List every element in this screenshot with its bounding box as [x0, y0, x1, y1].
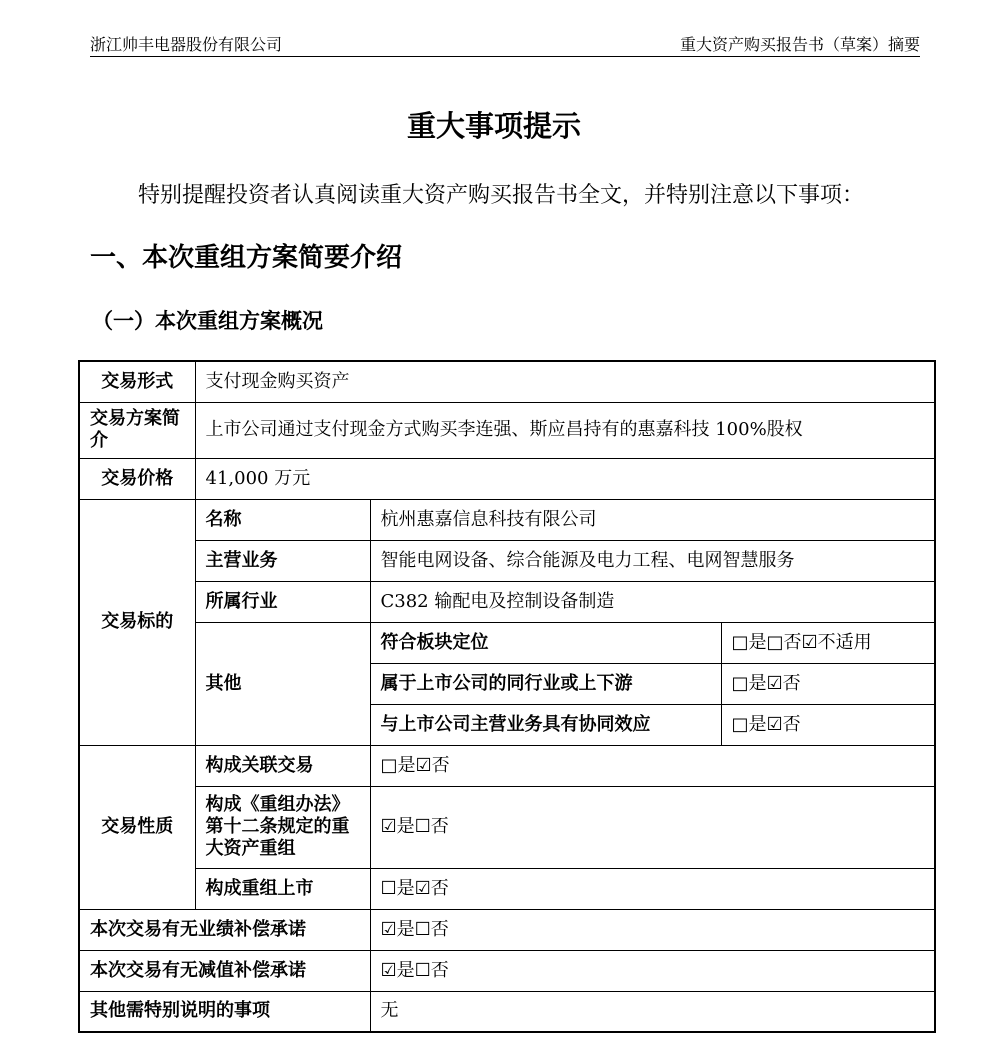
- cell-label: 交易标的: [79, 499, 195, 745]
- cell-value: □是□否☑不适用: [721, 622, 935, 663]
- cell-value: □是☑否: [721, 663, 935, 704]
- cell-value: ☐是☑否: [370, 868, 935, 909]
- cell-value: 无: [370, 991, 935, 1032]
- cell-label: 构成《重组办法》第十二条规定的重大资产重组: [195, 786, 370, 868]
- section-heading-1-1: （一）本次重组方案概况: [92, 309, 323, 333]
- header-company: 浙江帅丰电器股份有限公司: [90, 35, 283, 54]
- table-row: [79, 868, 935, 909]
- cell-value: ☑是☐否: [370, 786, 935, 868]
- intro-paragraph: 特别提醒投资者认真阅读重大资产购买报告书全文，并特别注意以下事项：: [138, 183, 865, 208]
- section-heading-1: 一、本次重组方案简要介绍: [90, 243, 403, 273]
- cell-label: 符合板块定位: [370, 622, 721, 663]
- table-row: [79, 499, 935, 540]
- cell-label: 本次交易有无业绩补偿承诺: [79, 909, 370, 950]
- cell-label: 交易形式: [79, 361, 195, 402]
- header-doc-title: 重大资产购买报告书（草案）摘要: [679, 35, 920, 54]
- cell-value: C382 输配电及控制设备制造: [370, 581, 935, 622]
- cell-value: 智能电网设备、综合能源及电力工程、电网智慧服务: [370, 540, 935, 581]
- page-title: 重大事项提示: [406, 109, 581, 143]
- table-row: [79, 361, 935, 402]
- cell-label: 交易方案简介: [79, 402, 195, 458]
- table-row: [79, 950, 935, 991]
- cell-label: 主营业务: [195, 540, 370, 581]
- cell-label: 交易价格: [79, 458, 195, 499]
- cell-value: □是☑否: [721, 704, 935, 745]
- cell-label: 其他: [195, 622, 370, 745]
- cell-value: 41,000 万元: [195, 458, 935, 499]
- cell-value: 支付现金购买资产: [195, 361, 935, 402]
- cell-label: 所属行业: [195, 581, 370, 622]
- cell-value: ☑是☐否: [370, 909, 935, 950]
- cell-label: 名称: [195, 499, 370, 540]
- table-row: [79, 458, 935, 499]
- cell-value: 上市公司通过支付现金方式购买李连强、斯应昌持有的惠嘉科技 100%股权: [195, 402, 935, 458]
- header-divider: [90, 56, 920, 57]
- restructuring-overview-table: [78, 360, 936, 1033]
- table-row: [79, 622, 935, 663]
- cell-value: 杭州惠嘉信息科技有限公司: [370, 499, 935, 540]
- cell-label: 与上市公司主营业务具有协同效应: [370, 704, 721, 745]
- cell-label: 属于上市公司的同行业或上下游: [370, 663, 721, 704]
- table-row: [79, 745, 935, 786]
- cell-value: □是☑否: [370, 745, 935, 786]
- table-row: [79, 402, 935, 458]
- table-row: [79, 786, 935, 868]
- table-row: [79, 540, 935, 581]
- table-row: [79, 991, 935, 1032]
- cell-label: 构成关联交易: [195, 745, 370, 786]
- cell-label: 构成重组上市: [195, 868, 370, 909]
- cell-value: ☑是☐否: [370, 950, 935, 991]
- cell-label: 其他需特别说明的事项: [79, 991, 370, 1032]
- cell-label: 本次交易有无减值补偿承诺: [79, 950, 370, 991]
- table-row: [79, 581, 935, 622]
- cell-label: 交易性质: [79, 745, 195, 909]
- table-row: [79, 909, 935, 950]
